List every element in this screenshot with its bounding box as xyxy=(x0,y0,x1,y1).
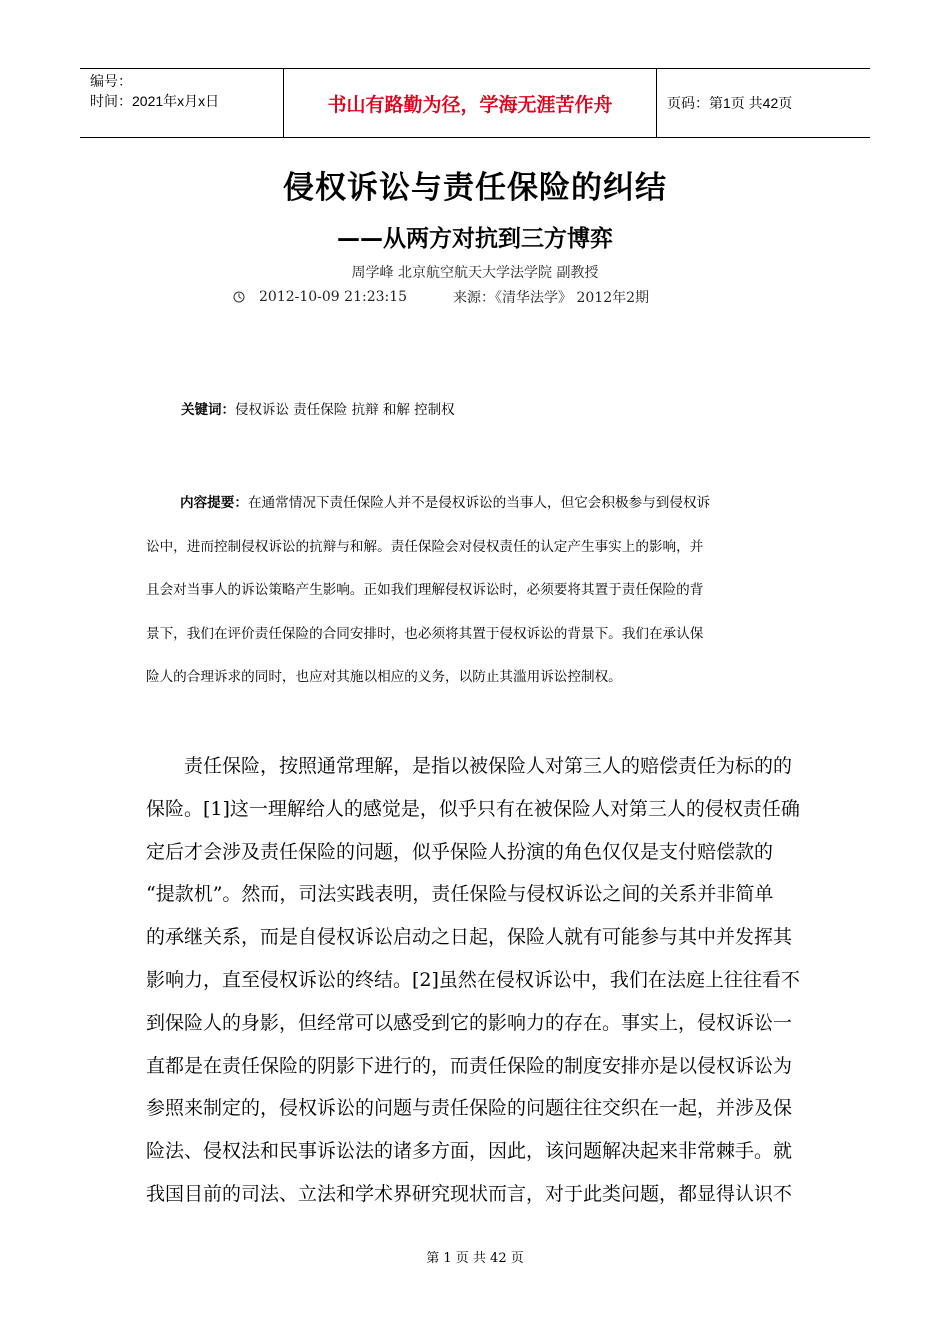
article-title: 侵权诉讼与责任保险的纠结 xyxy=(283,170,667,206)
article-author: 周学峰 北京航空航天大学法学院 副教授 xyxy=(351,265,599,281)
body-line: 定后才会涉及责任保险的问题，似乎保险人扮演的角色仅仅是支付赔偿款的 xyxy=(146,840,774,863)
body-line: 的承继关系，而是自侵权诉讼启动之日起，保险人就有可能参与其中并发挥其 xyxy=(146,926,793,949)
body-line: 参照来制定的，侵权诉讼的问题与责任保险的问题往往交织在一起，并涉及保 xyxy=(146,1097,793,1120)
body-line: 我国目前的司法、立法和学术界研究现状而言，对于此类问题，都显得认识不 xyxy=(146,1182,793,1205)
header-page-label: 页码：第1页 共42页 xyxy=(667,95,793,111)
keywords-text: 侵权诉讼 责任保险 抗辩 和解 控制权 xyxy=(235,402,455,418)
abstract-line: 险人的合理诉求的同时，也应对其施以相应的义务，以防止其滥用诉讼控制权。 xyxy=(146,669,622,686)
body-line: 影响力，直至侵权诉讼的终结。[2]虽然在侵权诉讼中，我们在法庭上往往看不 xyxy=(146,968,800,991)
clock-icon xyxy=(233,291,245,303)
keywords-line xyxy=(181,398,455,418)
abstract-label: 内容提要： xyxy=(180,495,248,511)
article-subtitle: ——从两方对抗到三方博弈 xyxy=(337,226,613,252)
page-footer: 第 1 页 共 42 页 xyxy=(426,1251,524,1266)
abstract-line: 讼中，进而控制侵权诉讼的抗辩与和解。责任保险会对侵权责任的认定产生事实上的影响，并 xyxy=(146,538,704,555)
body-line: 险法、侵权法和民事诉讼法的诸多方面，因此，该问题解决起来非常棘手。就 xyxy=(146,1140,793,1163)
article-meta xyxy=(233,287,649,307)
abstract-line: 景下，我们在评价责任保险的合同安排时，也必须将其置于侵权诉讼的背景下。我们在承认保 xyxy=(146,625,704,642)
document-number-label: 编号： xyxy=(90,73,132,89)
abstract-paragraph xyxy=(146,482,816,700)
keywords-label: 关键词： xyxy=(181,402,235,418)
abstract-line: 且会对当事人的诉讼策略产生影响。正如我们理解侵权诉讼时，必须要将其置于责任保险的背 xyxy=(146,582,704,599)
body-line: 保险。[1]这一理解给人的感觉是，似乎只有在被保险人对第三人的侵权责任确 xyxy=(146,797,800,820)
document-time-label: 时间：2021年x月x日 xyxy=(90,93,220,109)
body-line: 责任保险，按照通常理解，是指以被保险人对第三人的赔偿责任为标的的 xyxy=(184,755,793,777)
header-motto: 书山有路勤为径，学海无涯苦作舟 xyxy=(283,69,657,137)
header-table xyxy=(80,68,870,138)
article-source: 来源：《清华法学》 2012年2期 xyxy=(453,290,650,306)
body-line: 直都是在责任保险的阴影下进行的，而责任保险的制度安排亦是以侵权诉讼为 xyxy=(146,1054,793,1077)
body-line: “提款机”。然而，司法实践表明，责任保险与侵权诉讼之间的关系并非简单 xyxy=(146,883,774,906)
body-line: 到保险人的身影，但经常可以感受到它的影响力的存在。事实上，侵权诉讼一 xyxy=(146,1011,793,1034)
body-paragraph xyxy=(146,745,816,1216)
article-datetime: 2012-10-09 21:23:15 xyxy=(259,289,408,305)
abstract-line: 内容提要：在通常情况下责任保险人并不是侵权诉讼的当事人，但它会积极参与到侵权诉 xyxy=(180,495,711,511)
header-info-cell xyxy=(80,69,283,137)
